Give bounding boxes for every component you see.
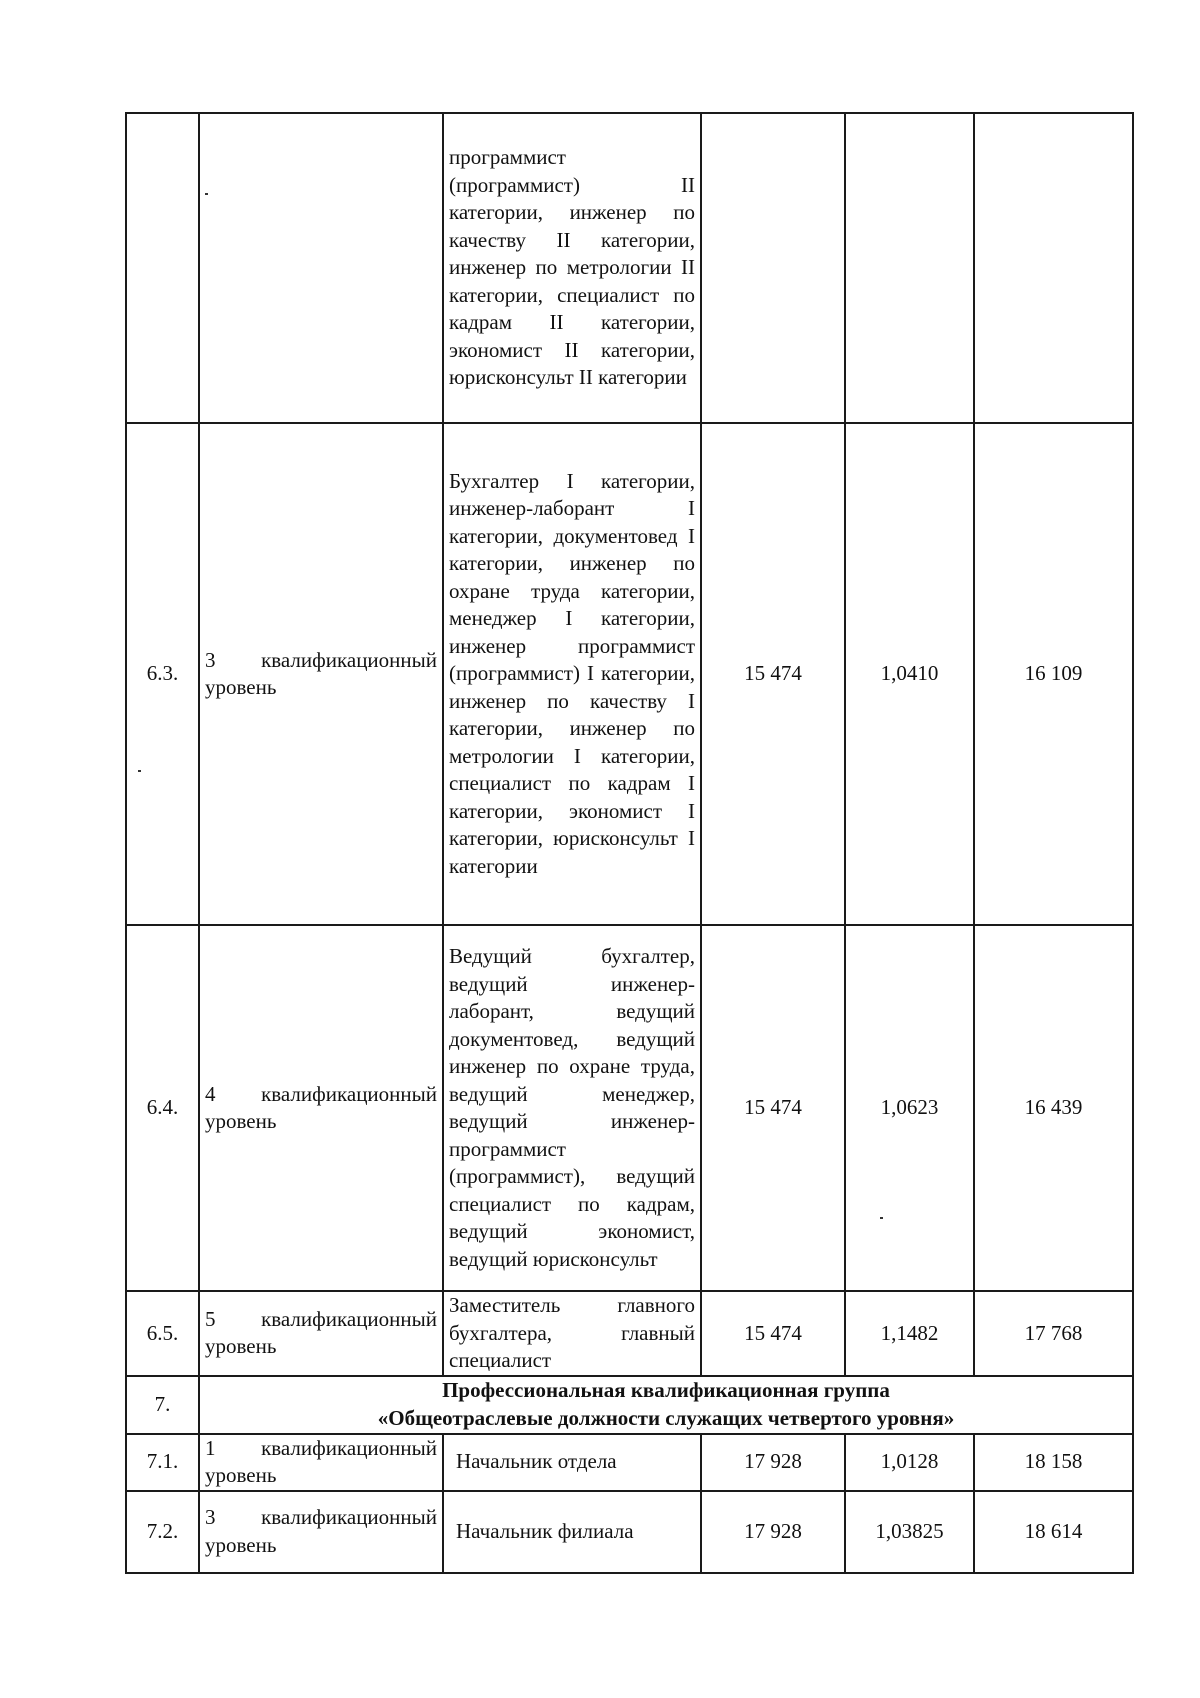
coefficient: 1,03825 xyxy=(845,1491,974,1573)
positions-list: Начальник филиала xyxy=(443,1491,701,1573)
table-row xyxy=(126,1291,1133,1376)
group-header-row xyxy=(126,1376,1133,1434)
salary: 16 109 xyxy=(974,423,1133,925)
base-salary: 15 474 xyxy=(701,925,845,1291)
table-row xyxy=(126,925,1133,1291)
group-title-line: «Общеотраслевые должности служащих четвертого уровня» xyxy=(377,1405,955,1430)
coefficient: 1,0128 xyxy=(845,1434,974,1491)
positions-list: Заместитель главного бухгалтера, главный специалист xyxy=(443,1291,701,1376)
coefficient: 1,0410 xyxy=(845,423,974,925)
group-number: 7. xyxy=(126,1376,199,1434)
qualification-level: 4 квалификационный уровень xyxy=(199,925,443,1291)
salary-table xyxy=(125,112,1134,1574)
group-title xyxy=(199,1376,1133,1434)
qualification-level: 1 квалификационный уровень xyxy=(199,1434,443,1491)
coefficient xyxy=(845,113,974,423)
positions-list: Ведущий бухгалтер, ведущий инженер-лаборант, ведущий документовед, ведущий инженер по охране труда, ведущий менеджер, ведущий инженер-программист (программист), ведущий специалист по кадрам, ведущий экономист, ведущий юрисконсульт xyxy=(443,925,701,1291)
base-salary: 15 474 xyxy=(701,423,845,925)
base-salary: 17 928 xyxy=(701,1434,845,1491)
row-number: 6.4. xyxy=(126,925,199,1291)
salary xyxy=(974,113,1133,423)
positions-list: Начальник отдела xyxy=(443,1434,701,1491)
salary: 16 439 xyxy=(974,925,1133,1291)
row-number: 7.2. xyxy=(126,1491,199,1573)
coefficient: 1,0623 xyxy=(845,925,974,1291)
row-number: 6.5. xyxy=(126,1291,199,1376)
row-number: 6.3. xyxy=(126,423,199,925)
positions-list: Бухгалтер I категории, инженер-лаборант I категории, документовед I категории, инженер по охране труда категории, менеджер I категории, инженер программист (программист) I категории, инженер по качеству I категории, инженер по метрологии I категории, специалист по кадрам I категории, экономист I категории, юрисконсульт I категории xyxy=(443,423,701,925)
table-row xyxy=(126,1434,1133,1491)
table-row xyxy=(126,1491,1133,1573)
group-title-line: Профессиональная квалификационная группа xyxy=(442,1378,890,1402)
qualification-level xyxy=(199,113,443,423)
coefficient: 1,1482 xyxy=(845,1291,974,1376)
base-salary: 15 474 xyxy=(701,1291,845,1376)
qualification-level: 3 квалификационный уровень xyxy=(199,423,443,925)
salary: 17 768 xyxy=(974,1291,1133,1376)
qualification-level: 3 квалификационный уровень xyxy=(199,1491,443,1573)
base-salary: 17 928 xyxy=(701,1491,845,1573)
salary: 18 614 xyxy=(974,1491,1133,1573)
table-row xyxy=(126,423,1133,925)
positions-list: программист (программист) II категории, инженер по качеству II категории, инженер по метрологии II категории, специалист по кадрам II категории, экономист II категории, юрисконсульт II категории xyxy=(443,113,701,423)
base-salary xyxy=(701,113,845,423)
qualification-level: 5 квалификационный уровень xyxy=(199,1291,443,1376)
row-number xyxy=(126,113,199,423)
table-row xyxy=(126,113,1133,423)
row-number: 7.1. xyxy=(126,1434,199,1491)
salary: 18 158 xyxy=(974,1434,1133,1491)
